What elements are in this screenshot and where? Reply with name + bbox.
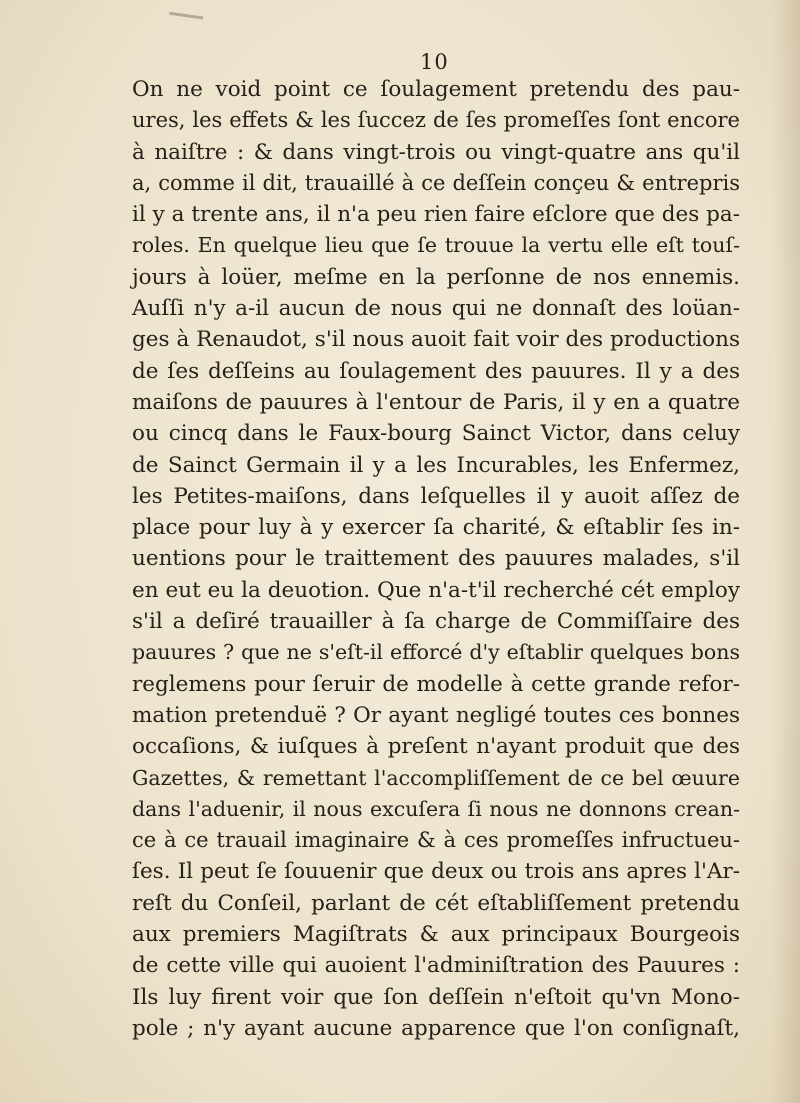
text-line: a, comme il dit, trauaillé à ce deſſein conçeu & entrepris	[132, 170, 740, 195]
text-line: jours à loüer, meſme en la perſonne de nos ennemis.	[132, 264, 740, 290]
text-line: uentions pour le traittement des pauures malades, s'il	[132, 546, 740, 572]
text-line: ges à Renaudot, s'il nous auoit fait voir des productions	[132, 327, 740, 353]
ink-smudge	[167, 12, 204, 38]
text-line: On ne void point ce ſoulagement pretendu des pau-	[132, 77, 740, 102]
text-line: reglemens pour ſeruir de modelle à cette grande refor-	[132, 671, 740, 697]
text-line: aux premiers Magiſtrats & aux principaux Bourgeois	[132, 922, 740, 948]
text-line: Gazettes, & remettant l'accompliſſement de ce bel œuure	[132, 765, 740, 790]
text-line: Ils luy firent voir que ſon deſſein n'eſtoit qu'vn Mono-	[132, 984, 740, 1010]
text-line: dans l'aduenir, il nous excuſera ſi nous ne donnons crean-	[132, 796, 740, 821]
page-edge-shadow	[772, 0, 800, 1103]
text-line: les Petites-maiſons, dans leſquelles il y auoit aſſez de	[132, 483, 740, 509]
text-line: s'il a deſiré trauailler à ſa charge de Commiſſaire des	[132, 609, 740, 635]
text-line: en eut eu la deuotion. Que n'a-t'il recherché cét employ	[132, 577, 740, 603]
text-line: place pour luy à y exercer ſa charité, & eſtablir ſes in-	[132, 515, 740, 541]
text-line: il y a trente ans, il n'a peu rien faire eſclore que des pa-	[132, 202, 740, 228]
text-line: ce à ce trauail imaginaire & à ces promeſſes infructueu-	[132, 828, 740, 853]
text-line: roles. En quelque lieu que ſe trouue la vertu elle eſt touſ-	[132, 233, 740, 258]
text-line: à naiſtre : & dans vingt-trois ou vingt-quatre ans qu'il	[132, 139, 740, 165]
text-line: de cette ville qui auoient l'adminiſtration des Pauures :	[132, 953, 740, 979]
text-line: occaſions, & iuſques à preſent n'ayant produit que des	[132, 734, 740, 760]
text-line: de ſes deſſeins au ſoulagement des pauures. Il y a des	[132, 358, 740, 384]
text-line: mation pretenduë ? Or ayant negligé toutes ces bonnes	[132, 702, 740, 728]
text-line: maiſons de pauures à l'entour de Paris, il y en a quatre	[132, 389, 740, 415]
body-text	[132, 74, 740, 1044]
text-line: Auſſi n'y a-il aucun de nous qui ne donnaſt des loüan-	[132, 296, 740, 322]
page-number: 10	[420, 50, 449, 74]
text-line: reſt du Conſeil, parlant de cét eſtabliſſement pretendu	[132, 890, 740, 916]
text-line: pole ; n'y ayant aucune apparence que l'on conſignaſt,	[132, 1015, 740, 1041]
text-line: pauures ? que ne s'eſt-il efforcé d'y eſtablir quelques bons	[132, 640, 740, 665]
text-line: ou cincq dans le Faux-bourg Sainct Victor, dans celuy	[132, 421, 740, 447]
text-line: ſes. Il peut ſe ſouuenir que deux ou trois ans apres l'Ar-	[132, 859, 740, 885]
text-line: de Sainct Germain il y a les Incurables, les Enfermez,	[132, 452, 740, 478]
text-line: ures, les effets & les ſuccez de ſes promeſſes ſont encore	[132, 108, 740, 133]
